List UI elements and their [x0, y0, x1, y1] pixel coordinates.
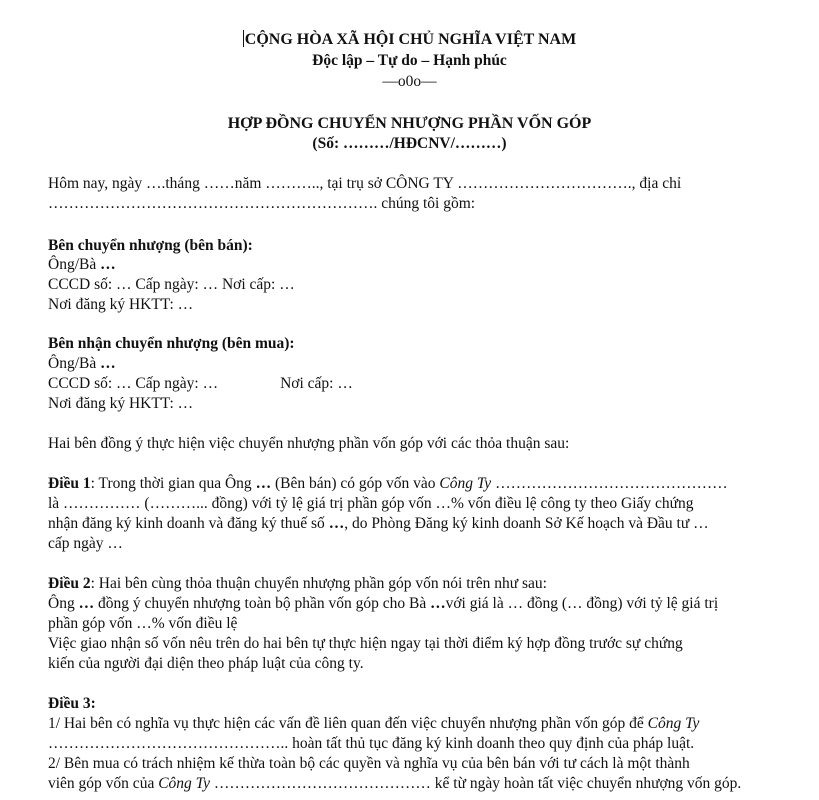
article1-blank: …: [328, 515, 345, 532]
national-title-text: CỘNG HÒA XÃ HỘI CHỦ NGHĨA VIỆT NAM: [244, 31, 577, 48]
article1-line-3: [48, 514, 709, 534]
article1-line-2: là …………… (………... đồng) với tỷ lệ giá trị phần góp vốn …% vốn điều lệ công ty theo Giấy chứng: [48, 495, 694, 512]
article1-company: Công Ty: [439, 475, 492, 492]
buyer-id-part1: CCCD số: … Cấp ngày: …: [48, 375, 219, 392]
article2-blank: …: [430, 595, 446, 612]
contract-title: HỢP ĐỒNG CHUYỂN NHƯỢNG PHẦN VỐN GÓP: [227, 115, 592, 132]
article2-label: Điều 2: [48, 575, 91, 592]
article3-line-4: [48, 774, 741, 794]
intro-line-1: Hôm nay, ngày ….tháng ……năm ……….., tại trụ sở CÔNG TY ……………………………., địa chỉ: [48, 175, 682, 192]
buyer-address: Nơi đăng ký HKTT: …: [48, 395, 194, 412]
seller-address: Nơi đăng ký HKTT: …: [48, 296, 194, 313]
article2-blank: …: [78, 595, 95, 612]
article1-label: Điều 1: [48, 475, 91, 492]
seller-name: [48, 255, 116, 275]
article2-line-2: [48, 594, 718, 614]
buyer-name-label: Ông/Bà: [48, 355, 97, 372]
agreement-intro: Hai bên đồng ý thực hiện việc chuyển nhượng phần vốn góp với các thỏa thuận sau:: [48, 435, 570, 452]
seller-heading: Bên chuyển nhượng (bên bán):: [48, 237, 253, 254]
seller-name-value: …: [96, 256, 116, 273]
ornament: —o0o—: [382, 73, 437, 90]
article3-label: Điều 3:: [48, 695, 96, 712]
article3-line-3: 2/ Bên mua có trách nhiệm kế thừa toàn bộ các quyền và nghĩa vụ của bên bán với tư cách là một thành: [48, 755, 690, 772]
article1-text: ………………………………………: [491, 475, 728, 492]
buyer-name-value: …: [96, 355, 116, 372]
article2-line-5: kiến của người đại diện theo pháp luật của công ty.: [48, 655, 364, 672]
intro-line-2: ………………………………………………………. chúng tôi gồm:: [48, 195, 476, 212]
article1-text: : Trong thời gian qua Ông: [90, 475, 256, 492]
article3-text: viên góp vốn của: [48, 775, 159, 792]
motto: Độc lập – Tự do – Hạnh phúc: [312, 52, 507, 69]
article2-line-3: phần góp vốn …% vốn điều lệ: [48, 615, 238, 632]
article3-line-1: [48, 714, 699, 734]
article1-text: nhận đăng ký kinh doanh và đăng ký thuế số: [48, 515, 329, 532]
buyer-heading: Bên nhận chuyển nhượng (bên mua):: [48, 335, 295, 352]
contract-number: (Số: ………/HĐCNV/………): [312, 135, 507, 152]
text-cursor: [243, 30, 244, 47]
seller-name-label: Ông/Bà: [48, 256, 97, 273]
article1-blank: …: [255, 475, 272, 492]
article3-text: …………………………………… kể từ ngày hoàn tất việc chuyển nhượng vốn góp.: [210, 775, 742, 792]
article3-line-2: ……………………………………….. hoàn tất thủ tục đăng ký kinh doanh theo quy định của pháp luật.: [48, 735, 695, 752]
article1-text: , do Phòng Đăng ký kinh doanh Sở Kế hoạch và Đầu tư …: [344, 515, 709, 532]
buyer-name: [48, 354, 116, 374]
national-title: [0, 30, 819, 50]
article2-text: : Hai bên cùng thỏa thuận chuyển nhượng phần góp vốn nói trên như sau:: [90, 575, 547, 592]
article3-company: Công Ty: [647, 715, 700, 732]
buyer-id-part2: Nơi cấp: …: [280, 375, 353, 392]
article3-text: 1/ Hai bên có nghĩa vụ thực hiện các vấn đề liên quan đến việc chuyển nhượng phần vốn góp để: [48, 715, 648, 732]
article2-text: đồng ý chuyển nhượng toàn bộ phần vốn góp cho Bà: [94, 595, 431, 612]
seller-id: CCCD số: … Cấp ngày: … Nơi cấp: …: [48, 276, 295, 293]
article2-text: với giá là … đồng (… đồng) với tỷ lệ giá trị: [445, 595, 719, 612]
article2-line-1: [48, 574, 547, 594]
article2-line-4: Việc giao nhận số vốn nêu trên do hai bên tự thực hiện ngay tại thời điểm ký hợp đồng trước sự chứng: [48, 635, 683, 652]
article1-text: (Bên bán) có góp vốn vào: [271, 475, 440, 492]
article2-text: Ông: [48, 595, 79, 612]
article1-line-4: cấp ngày …: [48, 535, 123, 552]
article3-company: Công Ty: [158, 775, 211, 792]
article1-line-1: [48, 474, 728, 494]
buyer-id: [48, 374, 353, 394]
